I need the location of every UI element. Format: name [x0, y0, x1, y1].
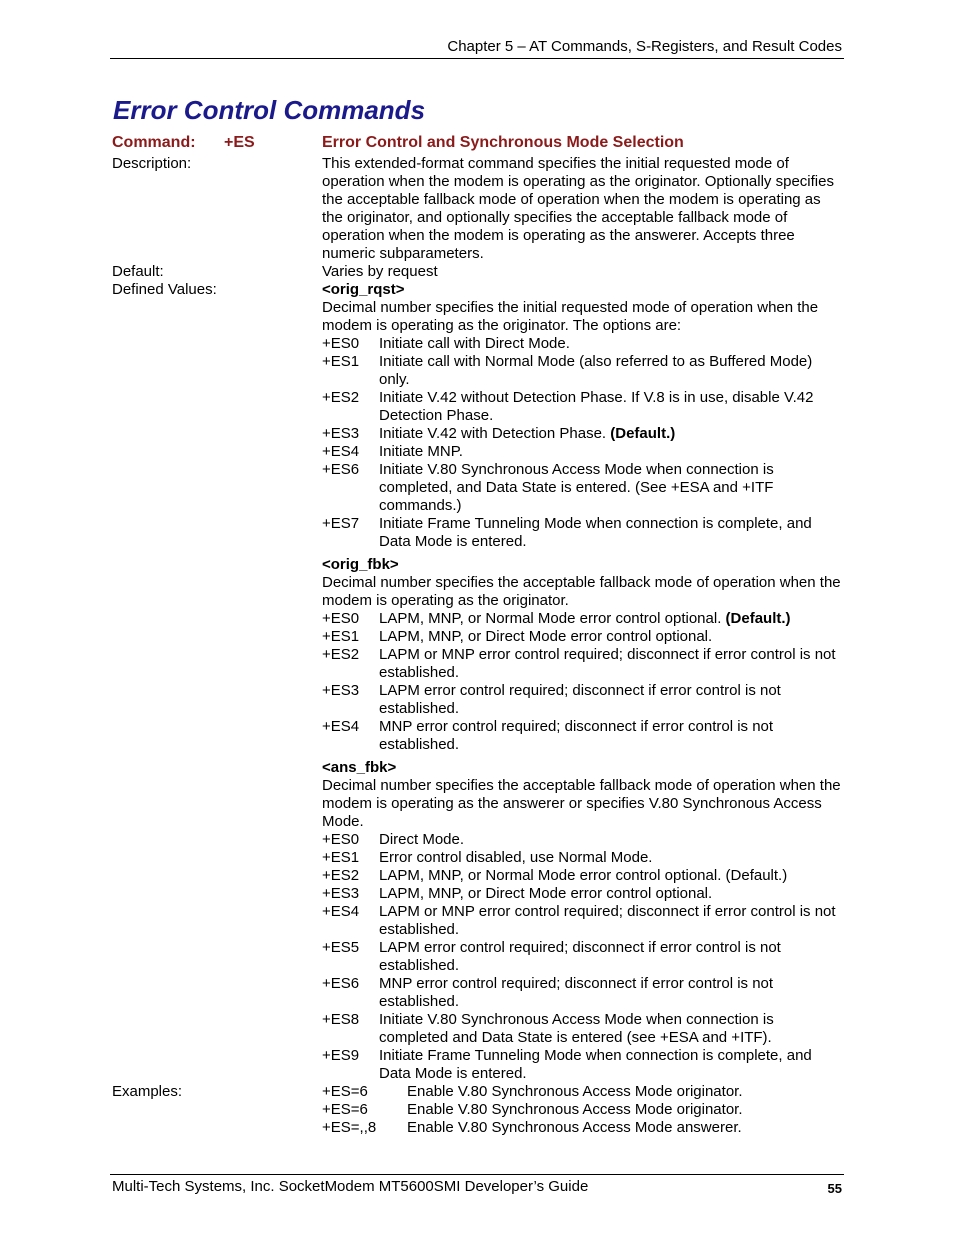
option-code: +ES9	[322, 1047, 360, 1064]
default-row	[112, 263, 842, 281]
option-description	[379, 425, 842, 443]
option-description	[379, 718, 842, 754]
option-code: +ES1	[322, 353, 360, 370]
command-label: Command:	[112, 134, 196, 151]
option-text: Initiate Frame Tunneling Mode when connection is complete, and Data Mode is entered.	[379, 1047, 812, 1082]
option-text: Initiate MNP.	[379, 443, 463, 460]
section-heading: <ans_fbk>	[322, 759, 397, 776]
option-text: LAPM error control required; disconnect if error control is not established.	[379, 682, 781, 717]
option-text: LAPM or MNP error control required; disconnect if error control is not established.	[379, 903, 836, 938]
page-number: 55	[827, 1181, 842, 1196]
option-text: Initiate V.42 with Detection Phase.	[379, 425, 607, 442]
option-description	[379, 939, 842, 975]
example-text: Enable V.80 Synchronous Access Mode originator.	[407, 1101, 743, 1118]
option-description	[379, 849, 842, 867]
option-item	[322, 461, 842, 515]
option-item	[322, 425, 842, 443]
section-heading: <orig_fbk>	[322, 556, 399, 573]
option-description	[379, 885, 842, 903]
option-item	[322, 939, 842, 975]
option-text: Initiate call with Direct Mode.	[379, 335, 570, 352]
option-description	[379, 867, 842, 885]
command-code: +ES	[224, 134, 255, 151]
example-text: Enable V.80 Synchronous Access Mode originator.	[407, 1083, 743, 1100]
examples-label: Examples:	[112, 1083, 183, 1100]
running-header: Chapter 5 – AT Commands, S-Registers, and Result Codes	[447, 38, 842, 55]
option-code: +ES0	[322, 335, 360, 352]
option-text: LAPM, MNP, or Normal Mode error control optional. (Default.)	[379, 867, 788, 884]
option-item	[322, 353, 842, 389]
option-description	[379, 335, 842, 353]
option-text: LAPM or MNP error control required; disconnect if error control is not established.	[379, 646, 836, 681]
option-text: LAPM, MNP, or Normal Mode error control optional.	[379, 610, 722, 627]
option-description	[379, 461, 842, 515]
option-item	[322, 515, 842, 551]
footer-divider	[110, 1174, 844, 1175]
option-description	[379, 682, 842, 718]
option-description	[379, 1011, 842, 1047]
description-label: Description:	[112, 155, 192, 172]
option-text: Initiate V.80 Synchronous Access Mode when connection is completed, and Data State is entered. (See +ESA and +ITF commands.)	[379, 461, 774, 514]
option-code: +ES5	[322, 939, 360, 956]
option-description	[379, 1047, 842, 1083]
option-item	[322, 682, 842, 718]
example-item	[322, 1083, 842, 1101]
value-section	[322, 759, 842, 1083]
option-code: +ES0	[322, 831, 360, 848]
example-item	[322, 1101, 842, 1119]
option-code: +ES1	[322, 628, 360, 645]
option-item	[322, 335, 842, 353]
defined-values-row	[112, 281, 842, 1083]
option-text: Error control disabled, use Normal Mode.	[379, 849, 653, 866]
option-code: +ES3	[322, 885, 360, 902]
option-text: MNP error control required; disconnect if error control is not established.	[379, 975, 774, 1010]
examples-list	[322, 1083, 842, 1137]
option-code: +ES2	[322, 389, 360, 406]
option-default-note: (Default.)	[610, 425, 676, 442]
option-text: LAPM error control required; disconnect if error control is not established.	[379, 939, 781, 974]
option-code: +ES2	[322, 867, 360, 884]
option-item	[322, 831, 842, 849]
option-default-note: (Default.)	[725, 610, 791, 627]
section-intro: Decimal number specifies the acceptable fallback mode of operation when the modem is operating as the answerer or specifies V.80 Synchronous Access Mode.	[322, 777, 841, 830]
option-item	[322, 885, 842, 903]
option-item	[322, 1011, 842, 1047]
option-item	[322, 646, 842, 682]
default-text: Varies by request	[322, 263, 438, 280]
section-intro: Decimal number specifies the initial requested mode of operation when the modem is operating as the originator. The options are:	[322, 299, 819, 334]
option-item	[322, 867, 842, 885]
option-item	[322, 903, 842, 939]
option-item	[322, 975, 842, 1011]
example-code: +ES=6	[322, 1101, 368, 1118]
footer-title: Multi-Tech Systems, Inc. SocketModem MT5600SMI Developer’s Guide	[112, 1178, 589, 1195]
option-code: +ES1	[322, 849, 360, 866]
option-description	[379, 903, 842, 939]
header-divider	[110, 58, 844, 59]
option-description	[379, 628, 842, 646]
option-item	[322, 610, 842, 628]
option-code: +ES2	[322, 646, 360, 663]
option-code: +ES4	[322, 443, 360, 460]
command-body	[112, 155, 842, 1137]
option-text: Direct Mode.	[379, 831, 465, 848]
option-description	[379, 515, 842, 551]
option-item	[322, 628, 842, 646]
default-label: Default:	[112, 263, 164, 280]
description-text: This extended-format command specifies the initial requested mode of operation when the modem is operating as the originator. Optionally specifies the acceptable fallback mode of operation when the modem is operating as the originator, and optionally specifies the acceptable fallback mode of operation when the modem is operating as the answerer. Accepts three numeric subparameters.	[322, 155, 834, 262]
example-code: +ES=,,8	[322, 1119, 377, 1136]
value-section	[322, 281, 842, 551]
defined-values-label: Defined Values:	[112, 281, 217, 298]
option-item	[322, 718, 842, 754]
option-item	[322, 389, 842, 425]
option-code: +ES3	[322, 682, 360, 699]
option-code: +ES0	[322, 610, 360, 627]
option-text: Initiate V.42 without Detection Phase. If V.8 is in use, disable V.42 Detection Phase.	[379, 389, 814, 424]
option-description	[379, 831, 842, 849]
section-heading: <orig_rqst>	[322, 281, 405, 298]
option-code: +ES8	[322, 1011, 360, 1028]
description-row	[112, 155, 842, 263]
option-description	[379, 646, 842, 682]
option-item	[322, 849, 842, 867]
option-description	[379, 443, 842, 461]
example-text: Enable V.80 Synchronous Access Mode answerer.	[407, 1119, 742, 1136]
value-section	[322, 556, 842, 754]
examples-row	[112, 1083, 842, 1137]
option-text: Initiate Frame Tunneling Mode when connection is complete, and Data Mode is entered.	[379, 515, 812, 550]
option-code: +ES6	[322, 975, 360, 992]
example-code: +ES=6	[322, 1083, 368, 1100]
option-description	[379, 389, 842, 425]
option-code: +ES7	[322, 515, 360, 532]
option-text: LAPM, MNP, or Direct Mode error control optional.	[379, 885, 713, 902]
option-description	[379, 610, 842, 628]
option-description	[379, 975, 842, 1011]
option-text: MNP error control required; disconnect if error control is not established.	[379, 718, 774, 753]
option-code: +ES4	[322, 903, 360, 920]
defined-values-list	[322, 281, 842, 1083]
option-description	[379, 353, 842, 389]
option-item	[322, 443, 842, 461]
section-intro: Decimal number specifies the acceptable fallback mode of operation when the modem is operating as the originator.	[322, 574, 841, 609]
option-text: Initiate call with Normal Mode (also referred to as Buffered Mode) only.	[379, 353, 813, 388]
command-name: Error Control and Synchronous Mode Selection	[322, 134, 684, 151]
option-text: Initiate V.80 Synchronous Access Mode when connection is completed and Data State is entered (see +ESA and +ITF).	[379, 1011, 774, 1046]
example-item	[322, 1119, 842, 1137]
option-code: +ES4	[322, 718, 360, 735]
option-code: +ES3	[322, 425, 360, 442]
option-code: +ES6	[322, 461, 360, 478]
option-text: LAPM, MNP, or Direct Mode error control optional.	[379, 628, 713, 645]
page-title: Error Control Commands	[113, 95, 426, 125]
option-item	[322, 1047, 842, 1083]
